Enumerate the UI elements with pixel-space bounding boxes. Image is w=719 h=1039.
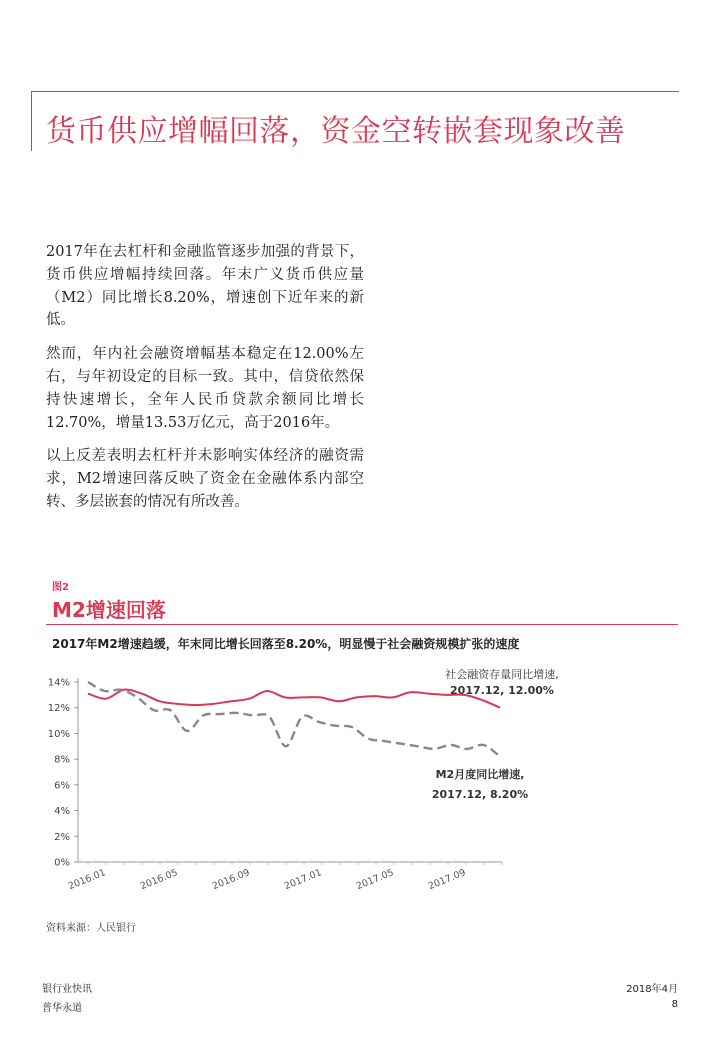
y-tick-label: 12% [47, 703, 70, 715]
paragraph-3: 以上反差表明去杠杆并未影响实体经济的融资需求，M2增速回落反映了资金在金融体系内部空转、多层嵌套的情况有所改善。 [46, 448, 364, 510]
annotation-m2-line2: 2017.12, 8.20% [431, 788, 529, 801]
figure-label: 图2 [52, 582, 69, 593]
paragraph-1: 2017年在去杠杆和金融监管逐步加强的背景下，货币供应增幅持续回落。年末广义货币供应量（M2）同比增长8.20%，增速创下近年来的新低。 [46, 244, 364, 329]
y-tick-label: 6% [54, 780, 70, 792]
annotation-social-line2: 2017.12, 12.00% [450, 684, 554, 697]
page-title: 货币供应增幅回落，资金空转嵌套现象改善 [46, 114, 626, 149]
x-tick-label: 2017.01 [282, 867, 324, 893]
figure-rule [46, 624, 678, 625]
header-rule-vertical [31, 91, 32, 151]
y-tick-label: 14% [47, 677, 70, 689]
x-tick-label: 2016.05 [138, 867, 180, 893]
series-line-social-financing [88, 690, 500, 708]
paragraph-2: 然而，年内社会融资增幅基本稳定在12.00%左右，与年初设定的目标一致。其中，信贷依然保持快速增长，全年人民币贷款余额同比增长12.70%，增量13.53万亿元，高于2016年。 [46, 346, 364, 431]
annotation-social-line1: 社会融资存量同比增速, [445, 668, 559, 681]
y-tick-label: 10% [47, 728, 70, 740]
footer-date: 2018年4月 [626, 984, 678, 995]
y-tick-label: 2% [54, 831, 70, 843]
body-text [46, 241, 364, 525]
figure-subtitle: 2017年M2增速趋缓，年末同比增长回落至8.20%，明显慢于社会融资规模扩张的速度 [52, 637, 520, 651]
y-tick-label: 0% [54, 857, 70, 869]
figure-source: 资料来源：人民银行 [46, 923, 136, 934]
x-tick-label: 2016.01 [66, 867, 108, 893]
figure-title: M2增速回落 [52, 598, 166, 622]
footer-company: 普华永道 [42, 1003, 82, 1014]
series-line-m2 [88, 682, 500, 757]
y-tick-label: 8% [54, 754, 70, 766]
y-tick-label: 4% [54, 806, 70, 818]
x-tick-label: 2017.05 [354, 867, 396, 893]
x-tick-label: 2016.09 [210, 867, 252, 893]
footer-publication: 银行业快讯 [42, 984, 92, 995]
header-rule [31, 91, 679, 92]
x-tick-label: 2017.09 [426, 867, 468, 893]
annotation-m2-line1: M2月度同比增速, [435, 768, 525, 781]
footer-page-number: 8 [671, 999, 678, 1010]
m2-growth-chart [0, 650, 719, 915]
